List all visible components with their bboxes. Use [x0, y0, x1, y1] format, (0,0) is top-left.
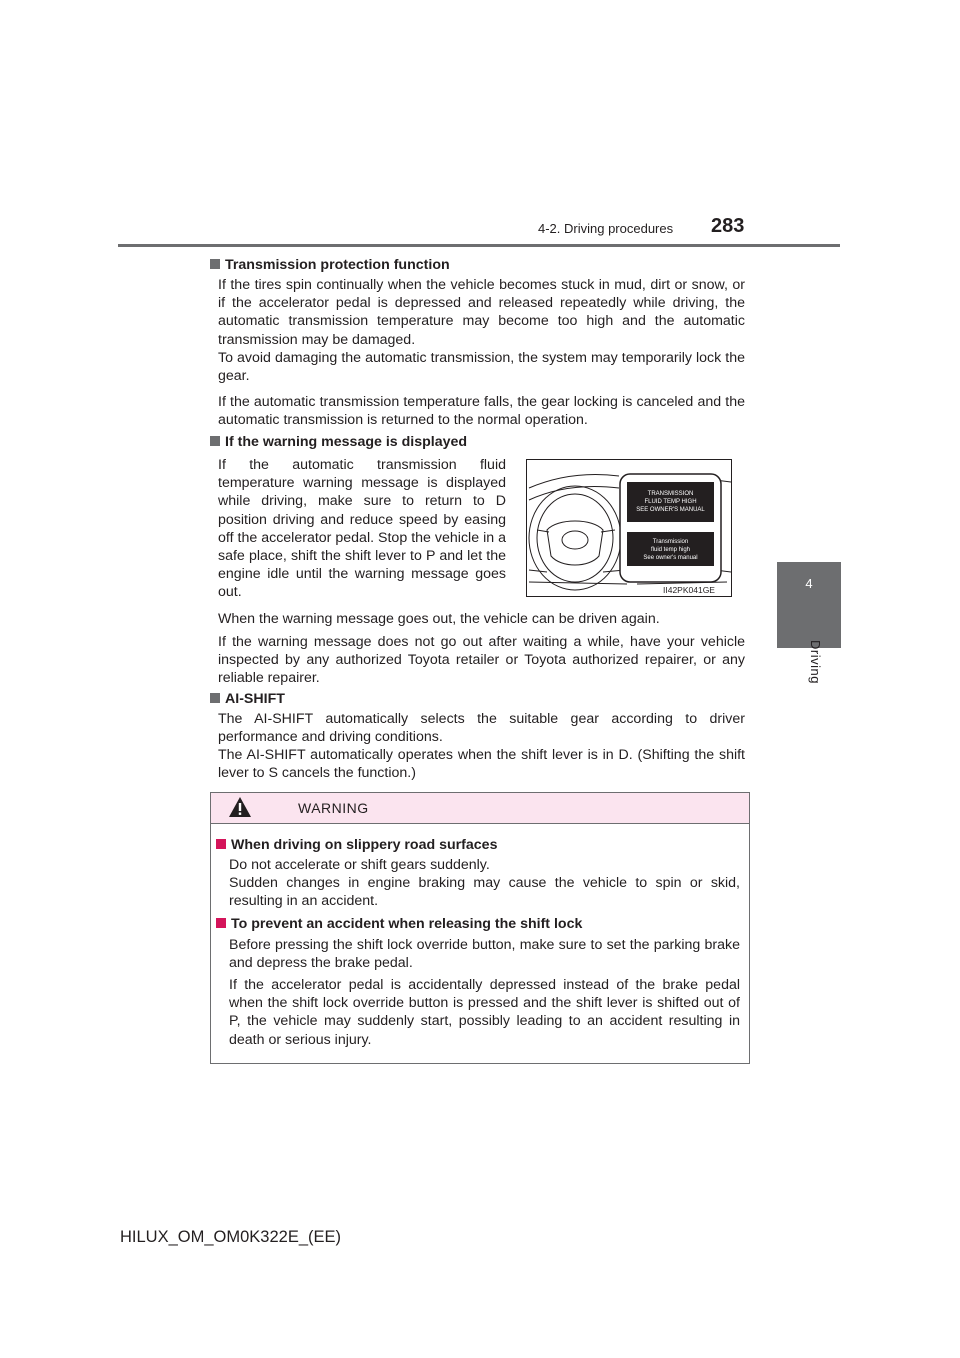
display-line: See owner's manual [643, 555, 698, 561]
warning-triangle-icon [228, 796, 252, 818]
chapter-number: 4 [805, 576, 813, 591]
paragraph: The AI-SHIFT automatically operates when the shift lever is in D. (Shifting the shift lever to S cancels the function.) [218, 747, 745, 782]
warning-paragraph: If the accelerator pedal is accidentally depressed instead of the brake pedal when the shift lock override button is pressed and the shift lever is shifted out of P, the vehicle may suddenly start, possibly leading to an accident resulting in death or serious injury. [229, 977, 740, 1048]
warning-item-heading: To prevent an accident when releasing the shift lock [216, 915, 582, 934]
paragraph: If the automatic transmission fluid temperature warning message is displayed while driving, make sure to return to D position driving and reduce speed by easing off the accelerator pedal. Stop the vehicle in a safe place, shift the shift lever to P and let the engine idle until the warning message goes out. [218, 457, 506, 601]
warning-paragraph: Sudden changes in engine braking may cause the vehicle to spin or skid, resulting in an accident. [229, 875, 740, 910]
dashboard-illustration [526, 459, 732, 597]
paragraph: If the automatic transmission temperature falls, the gear locking is canceled and the automatic transmission is returned to the normal operation. [218, 394, 745, 429]
display-line: fluid temp high [650, 547, 691, 553]
display-line: FLUID TEMP HIGH [644, 499, 697, 505]
paragraph: If the warning message does not go out after waiting a while, have your vehicle inspected by any authorized Toyota retailer or Toyota authorized repairer, or any reliable repairer. [218, 634, 745, 687]
paragraph: To avoid damaging the automatic transmission, the system may temporarily lock the gear. [218, 350, 745, 385]
paragraph: The AI-SHIFT automatically selects the suitable gear according to driver performance and driving conditions. [218, 711, 745, 746]
page-number: 283 [711, 215, 745, 237]
bullet-square-icon [216, 918, 226, 928]
steering-wheel-illustration [527, 460, 732, 597]
heading-aishift: AI-SHIFT [210, 690, 285, 709]
display-line: TRANSMISSION [647, 491, 694, 497]
warning-paragraph: Do not accelerate or shift gears suddenly. [229, 857, 490, 873]
display-line: SEE OWNER'S MANUAL [636, 507, 705, 513]
warning-paragraph: Before pressing the shift lock override button, make sure to set the parking brake and depress the brake pedal. [229, 937, 740, 972]
chapter-tab [777, 562, 841, 648]
section-title: 4-2. Driving procedures [538, 221, 674, 236]
document-id: HILUX_OM_OM0K322E_(EE) [120, 1228, 342, 1246]
heading-transmission: Transmission protection function [210, 256, 450, 275]
bullet-square-icon [216, 839, 226, 849]
heading-warning-message: If the warning message is displayed [210, 433, 467, 452]
warning-header [211, 793, 749, 824]
warning-title: WARNING [298, 800, 369, 816]
chapter-label: Driving [808, 640, 823, 684]
paragraph: When the warning message goes out, the vehicle can be driven again. [218, 611, 660, 627]
bullet-square-icon [210, 693, 220, 703]
figure-code: II42PK041GE [663, 585, 715, 595]
paragraph: If the tires spin continually when the vehicle becomes stuck in mud, dirt or snow, or if the accelerator pedal is depressed and released repeatedly while driving, the automatic transmission temperature may become too high and the automatic transmission may be damaged. [218, 277, 745, 348]
bullet-square-icon [210, 259, 220, 269]
warning-item-heading: When driving on slippery road surfaces [216, 836, 497, 855]
header-rule [118, 244, 840, 247]
display-line: Transmission [652, 539, 689, 545]
bullet-square-icon [210, 436, 220, 446]
